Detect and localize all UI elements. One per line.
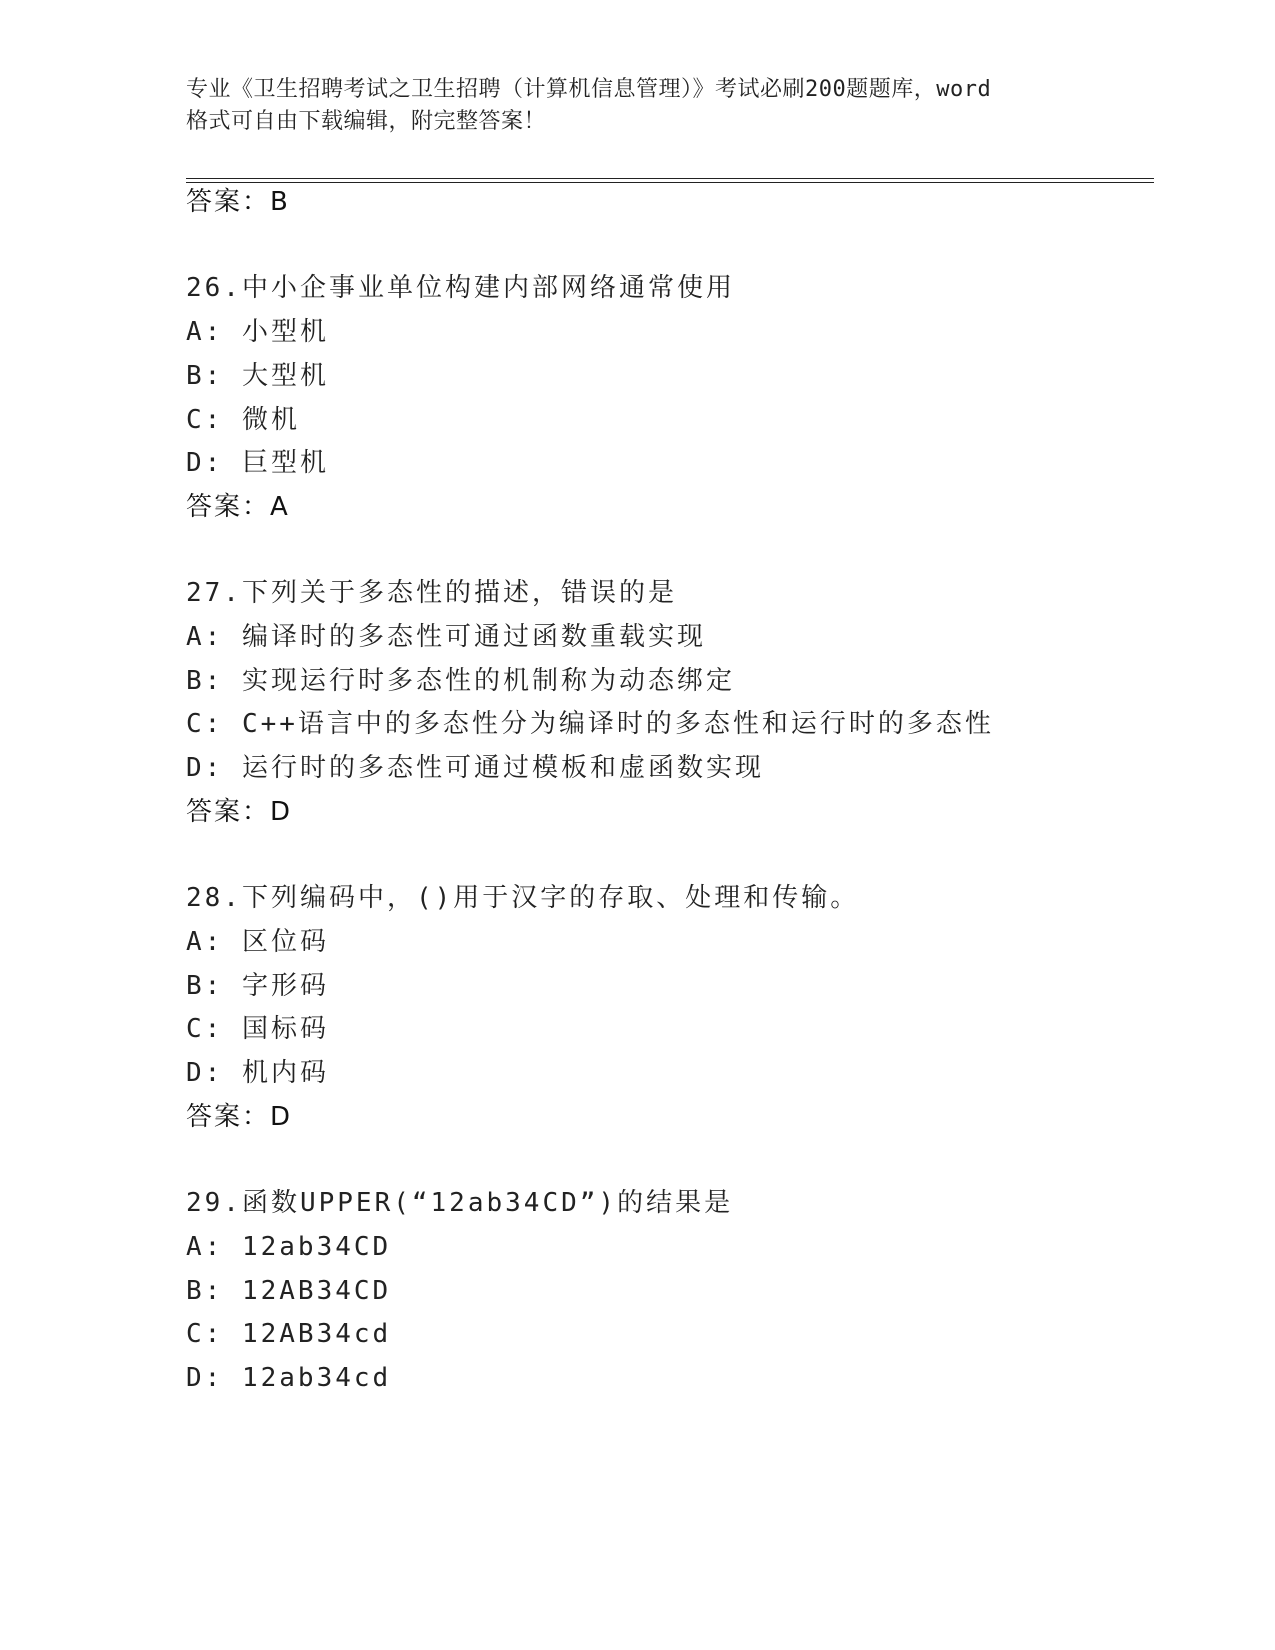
question-28-option-b: B: 字形码	[186, 971, 329, 1001]
question-29-option-b: B: 12AB34CD	[186, 1276, 392, 1306]
question-27-option-d: D: 运行时的多态性可通过模板和虚函数实现	[186, 753, 764, 783]
question-27-text: 27.下列关于多态性的描述，错误的是	[186, 578, 677, 608]
question-27-option-b: B: 实现运行时多态性的机制称为动态绑定	[186, 666, 735, 696]
question-29-text: 29.函数UPPER(“12ab34CD”)的结果是	[186, 1188, 734, 1218]
document-header	[186, 74, 1086, 138]
question-27-option-c: C: C++语言中的多态性分为编译时的多态性和运行时的多态性	[186, 709, 994, 739]
previous-answer: 答案：B	[186, 187, 290, 217]
question-28-text: 28.下列编码中，()用于汉字的存取、处理和传输。	[186, 883, 860, 913]
question-26-text: 26.中小企事业单位构建内部网络通常使用	[186, 273, 735, 303]
question-28-answer: 答案：D	[186, 1102, 293, 1132]
question-26-option-d: D: 巨型机	[186, 448, 329, 478]
question-29-option-c: C: 12AB34cd	[186, 1319, 392, 1349]
question-26-answer: 答案：A	[186, 492, 290, 522]
question-28-option-a: A: 区位码	[186, 927, 329, 957]
header-line-2: 格式可自由下载编辑，附完整答案！	[186, 109, 547, 134]
question-26-option-b: B: 大型机	[186, 361, 329, 391]
question-28-option-c: C: 国标码	[186, 1014, 329, 1044]
question-26-option-a: A: 小型机	[186, 317, 329, 347]
question-28-option-d: D: 机内码	[186, 1058, 329, 1088]
question-27-answer: 答案：D	[186, 797, 293, 827]
question-27-option-a: A: 编译时的多态性可通过函数重载实现	[186, 622, 706, 652]
question-29-option-d: D: 12ab34cd	[186, 1363, 392, 1393]
question-29-option-a: A: 12ab34CD	[186, 1232, 392, 1262]
header-divider	[186, 178, 1154, 183]
header-line-1: 专业《卫生招聘考试之卫生招聘（计算机信息管理）》考试必刷200题题库，word	[186, 77, 992, 102]
question-26-option-c: C: 微机	[186, 405, 300, 435]
